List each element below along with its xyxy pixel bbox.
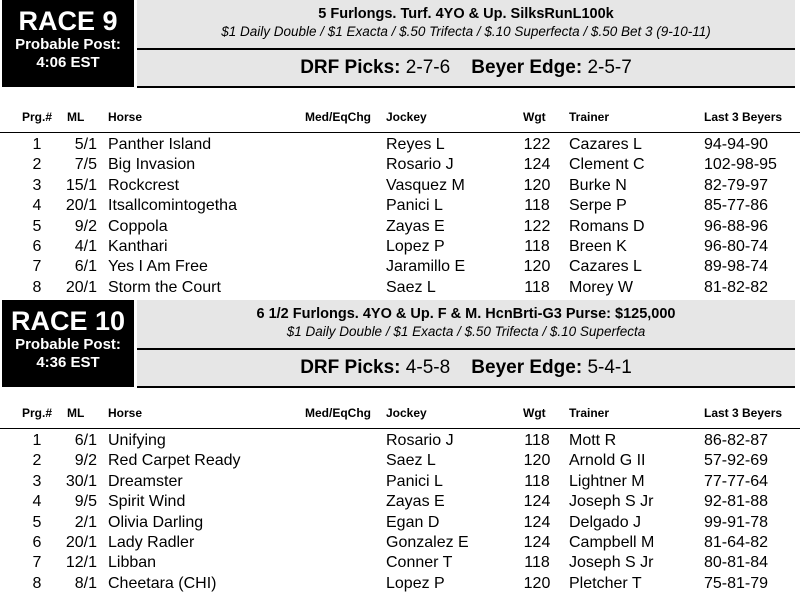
table-row <box>0 197 800 217</box>
weight: 118 <box>524 554 550 572</box>
last-3-beyers: 81-64-82 <box>704 534 769 551</box>
weight: 118 <box>524 238 550 255</box>
program-number: 1 <box>32 432 42 449</box>
col-trainer: Trainer <box>569 110 610 124</box>
trainer-name: Pletcher T <box>569 574 642 592</box>
last-3-beyers: 92-81-88 <box>704 493 769 511</box>
last-3-beyers: 96-88-96 <box>704 217 769 235</box>
col-wgt: Wgt <box>523 406 546 420</box>
trainer-name: Clement C <box>569 156 645 174</box>
weight: 118 <box>524 432 550 449</box>
col-med: Med/EqChg <box>305 406 371 420</box>
last-3-beyers: 75-81-79 <box>704 574 769 592</box>
weight: 120 <box>523 258 551 276</box>
col-horse: Horse <box>108 406 143 420</box>
picks-value: 4-5-8 <box>405 357 451 378</box>
trainer-name: Joseph S Jr <box>569 493 654 511</box>
horse-name: Yes I Am Free <box>108 258 208 276</box>
trainer-name: Delgado J <box>569 513 642 531</box>
morning-line: 8/1 <box>74 574 97 592</box>
last-3-beyers: 77-77-64 <box>704 472 769 490</box>
morning-line: 2/1 <box>74 513 97 531</box>
last-3-beyers: 86-82-87 <box>704 432 769 449</box>
col-beyers: Last 3 Beyers <box>704 110 783 124</box>
weight: 124 <box>523 493 551 511</box>
race-picks <box>137 350 795 388</box>
jockey-name: Conner T <box>386 554 453 572</box>
morning-line: 9/2 <box>74 217 97 235</box>
edge-label: Beyer Edge: <box>471 57 583 78</box>
last-3-beyers: 80-81-84 <box>704 554 769 572</box>
jockey-name: Zayas E <box>386 217 445 235</box>
trainer-name: Campbell M <box>569 534 655 551</box>
col-jockey: Jockey <box>386 406 427 420</box>
horse-name: Big Invasion <box>108 156 196 174</box>
program-number: 8 <box>32 574 42 592</box>
table-row <box>0 514 800 534</box>
col-ml: ML <box>67 406 85 420</box>
horse-name: Rockcrest <box>108 176 180 194</box>
last-3-beyers: 94-94-90 <box>704 136 769 153</box>
column-header <box>0 406 800 429</box>
post-label: Probable Post: <box>15 336 121 353</box>
table-row <box>0 554 800 574</box>
program-number: 2 <box>32 452 42 470</box>
column-header <box>0 110 800 133</box>
weight: 124 <box>523 156 551 174</box>
weight: 118 <box>524 197 550 215</box>
col-trainer: Trainer <box>569 406 610 420</box>
table-row <box>0 218 800 238</box>
table-row <box>0 432 800 452</box>
table-row <box>0 534 800 554</box>
col-wgt: Wgt <box>523 110 546 124</box>
jockey-name: Lopez P <box>386 574 445 592</box>
horse-name: Panther Island <box>108 136 212 153</box>
weight: 120 <box>523 176 551 194</box>
program-number: 7 <box>32 554 42 572</box>
jockey-name: Reyes L <box>386 136 445 153</box>
horse-name: Red Carpet Ready <box>108 452 241 470</box>
table-row <box>0 258 800 278</box>
morning-line: 5/1 <box>74 136 97 153</box>
program-number: 1 <box>32 136 42 153</box>
post-time: 4:06 EST <box>36 54 100 71</box>
horse-name: Itsallcomintogetha <box>108 197 237 215</box>
table-row <box>0 473 800 493</box>
race-wagers: $1 Daily Double / $1 Exacta / $.50 Trifecta / $.10 Superfecta / $.50 Bet 3 (9-10-11) <box>221 24 711 39</box>
last-3-beyers: 99-91-78 <box>704 513 769 531</box>
race-title: 6 1/2 Furlongs. 4YO & Up. F & M. HcnBrti-G3 Purse: $125,000 <box>256 306 676 322</box>
program-number: 7 <box>32 258 42 276</box>
morning-line: 7/5 <box>74 156 97 174</box>
last-3-beyers: 81-82-82 <box>704 278 769 296</box>
col-horse: Horse <box>108 110 143 124</box>
race-wagers: $1 Daily Double / $1 Exacta / $.50 Trifecta / $.10 Superfecta <box>286 324 646 339</box>
table-row <box>0 493 800 513</box>
edge-label: Beyer Edge: <box>471 357 583 378</box>
weight: 122 <box>523 136 551 153</box>
horse-name: Lady Radler <box>108 534 195 551</box>
morning-line: 6/1 <box>74 258 97 276</box>
table-row <box>0 279 800 299</box>
morning-line: 20/1 <box>65 278 97 296</box>
trainer-name: Serpe P <box>569 197 627 215</box>
jockey-name: Zayas E <box>386 493 445 511</box>
jockey-name: Panici L <box>386 472 443 490</box>
morning-line: 6/1 <box>74 432 97 449</box>
trainer-name: Romans D <box>569 217 645 235</box>
post-label: Probable Post: <box>15 36 121 53</box>
jockey-name: Panici L <box>386 197 443 215</box>
morning-line: 20/1 <box>65 534 97 551</box>
race-badge <box>2 0 134 87</box>
picks-label: DRF Picks: <box>300 57 401 78</box>
race-info <box>137 300 795 350</box>
edge-value: 5-4-1 <box>587 357 632 378</box>
horse-name: Kanthari <box>108 238 168 255</box>
horse-name: Cheetara (CHI) <box>108 574 217 592</box>
jockey-name: Saez L <box>386 278 436 296</box>
jockey-name: Saez L <box>386 452 436 470</box>
program-number: 8 <box>32 278 42 296</box>
program-number: 3 <box>32 472 42 490</box>
picks-value: 2-7-6 <box>405 57 451 78</box>
weight: 124 <box>523 534 551 551</box>
trainer-name: Morey W <box>569 278 633 296</box>
trainer-name: Cazares L <box>569 136 642 153</box>
last-3-beyers: 82-79-97 <box>704 176 769 194</box>
trainer-name: Mott R <box>569 432 617 449</box>
col-med: Med/EqChg <box>305 110 371 124</box>
picks-label: DRF Picks: <box>300 357 401 378</box>
jockey-name: Jaramillo E <box>386 258 466 276</box>
last-3-beyers: 85-77-86 <box>704 197 769 215</box>
morning-line: 9/2 <box>74 452 97 470</box>
col-beyers: Last 3 Beyers <box>704 406 783 420</box>
col-ml: ML <box>67 110 85 124</box>
col-jockey: Jockey <box>386 110 427 124</box>
table-row <box>0 156 800 176</box>
race-title: 5 Furlongs. Turf. 4YO & Up. SilksRunL100k <box>318 6 614 22</box>
table-row <box>0 177 800 197</box>
horse-name: Olivia Darling <box>108 513 204 531</box>
morning-line: 9/5 <box>74 493 97 511</box>
program-number: 4 <box>32 493 42 511</box>
horse-name: Storm the Court <box>108 278 221 296</box>
trainer-name: Joseph S Jr <box>569 554 654 572</box>
edge-value: 2-5-7 <box>587 57 632 78</box>
jockey-name: Egan D <box>386 513 440 531</box>
jockey-name: Vasquez M <box>386 176 465 194</box>
weight: 120 <box>523 574 551 592</box>
program-number: 2 <box>32 156 42 174</box>
col-prg: Prg.# <box>21 110 52 124</box>
trainer-name: Lightner M <box>569 472 645 490</box>
weight: 118 <box>524 472 550 490</box>
last-3-beyers: 57-92-69 <box>704 452 769 470</box>
program-number: 6 <box>32 238 42 255</box>
table-row <box>0 136 800 156</box>
program-number: 5 <box>32 513 42 531</box>
trainer-name: Breen K <box>569 238 627 255</box>
morning-line: 15/1 <box>65 176 97 194</box>
trainer-name: Cazares L <box>569 258 642 276</box>
jockey-name: Rosario J <box>386 432 454 449</box>
horse-name: Libban <box>108 554 157 572</box>
last-3-beyers: 89-98-74 <box>704 258 769 276</box>
race-number: RACE 9 <box>18 6 118 36</box>
trainer-name: Arnold G II <box>569 452 646 470</box>
table-row <box>0 238 800 258</box>
horse-name: Spirit Wind <box>108 493 186 511</box>
morning-line: 30/1 <box>65 472 97 490</box>
weight: 118 <box>524 278 550 296</box>
horse-name: Dreamster <box>108 472 183 490</box>
weight: 120 <box>523 452 551 470</box>
program-number: 3 <box>32 176 42 194</box>
weight: 122 <box>523 217 551 235</box>
last-3-beyers: 96-80-74 <box>704 238 769 255</box>
jockey-name: Rosario J <box>386 156 454 174</box>
last-3-beyers: 102-98-95 <box>704 156 777 174</box>
horse-name: Coppola <box>108 217 168 235</box>
morning-line: 20/1 <box>65 197 97 215</box>
trainer-name: Burke N <box>569 176 627 194</box>
jockey-name: Lopez P <box>386 238 445 255</box>
table-row <box>0 452 800 472</box>
post-time: 4:36 EST <box>36 354 100 371</box>
morning-line: 4/1 <box>74 238 97 255</box>
program-number: 5 <box>32 217 42 235</box>
morning-line: 12/1 <box>65 554 97 572</box>
table-row <box>0 575 800 595</box>
race-picks <box>137 50 795 88</box>
col-prg: Prg.# <box>21 406 52 420</box>
weight: 124 <box>523 513 551 531</box>
program-number: 6 <box>32 534 42 551</box>
race-number: RACE 10 <box>10 306 126 336</box>
program-number: 4 <box>32 197 42 215</box>
horse-name: Unifying <box>108 432 166 449</box>
jockey-name: Gonzalez E <box>386 534 469 551</box>
race-badge <box>2 300 134 387</box>
race-info <box>137 0 795 50</box>
